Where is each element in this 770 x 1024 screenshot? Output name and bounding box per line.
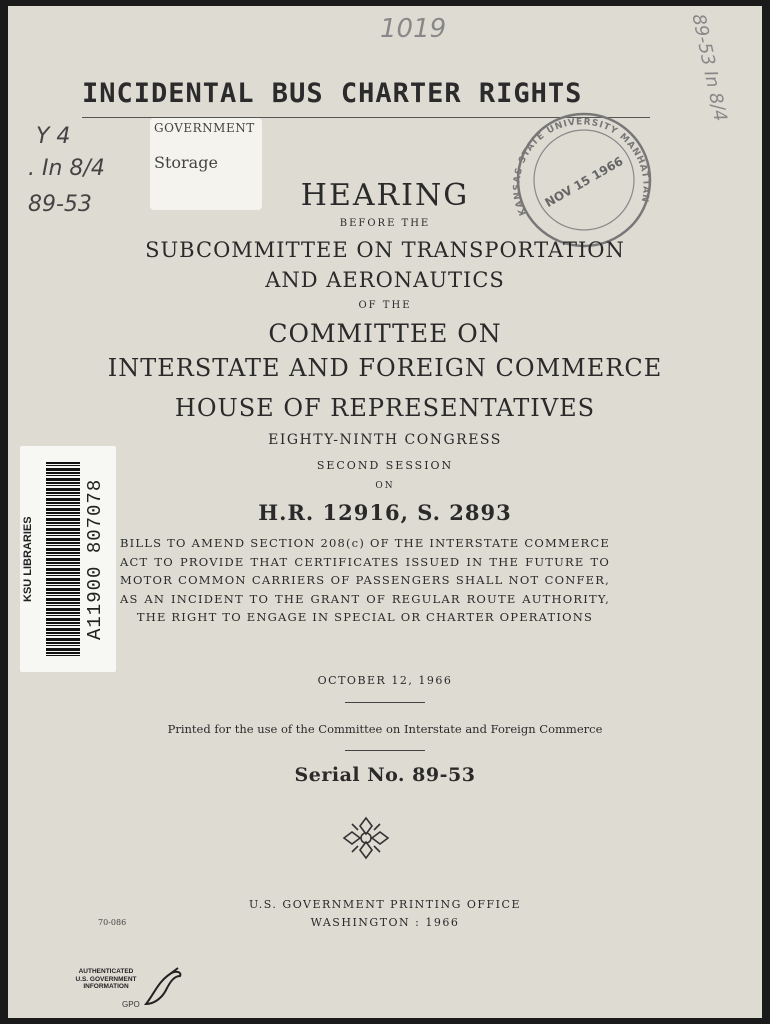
barcode-number: A11900 807078	[84, 478, 106, 640]
barcode-library-name: KSU LIBRARIES	[22, 516, 34, 602]
stamp-date: NOV 15 1966	[542, 154, 626, 210]
document-title: INCIDENTAL BUS CHARTER RIGHTS	[82, 78, 583, 109]
authenticated-line: AUTHENTICATED	[78, 968, 134, 975]
congress-text: EIGHTY-NINTH CONGRESS	[268, 432, 502, 448]
committee-line: INTERSTATE AND FOREIGN COMMERCE	[107, 354, 663, 382]
before-the-text: BEFORE THE	[339, 218, 431, 229]
authenticated-line: INFORMATION	[83, 983, 129, 990]
authenticated-gpo-logo	[60, 964, 190, 1012]
handwritten-page-number: 1019	[380, 14, 447, 44]
subcommittee-line: SUBCOMMITTEE ON TRANSPORTATION	[145, 238, 625, 262]
committee-line: COMMITTEE ON	[268, 319, 502, 348]
committee-line: HOUSE OF REPRESENTATIVES	[174, 394, 596, 422]
handwritten-corner-marks: 89-53 In 8/4	[687, 12, 731, 124]
stamp-ring-text: KANSAS STATE UNIVERSITY MANHATTAN	[512, 117, 651, 217]
serial-number: Serial No. 89-53	[294, 764, 476, 786]
handwritten-call-number-line: . In 8/4	[28, 156, 105, 181]
of-the-text: OF THE	[358, 300, 412, 311]
gpo-text: GPO	[122, 1000, 140, 1009]
authenticated-text	[60, 968, 152, 991]
storage-label-line2: Storage	[154, 153, 218, 172]
hearing-date: OCTOBER 12, 1966	[317, 674, 453, 687]
on-text: ON	[375, 481, 395, 491]
publisher-line: WASHINGTON : 1966	[310, 916, 460, 929]
printed-for-text: Printed for the use of the Committee on Interstate and Foreign Commerce	[167, 722, 603, 736]
print-code: 70-086	[98, 918, 127, 927]
storage-label-line1: GOVERNMENT	[154, 121, 255, 135]
bill-numbers: H.R. 12916, S. 2893	[258, 500, 512, 525]
handwritten-call-number-line: 89-53	[28, 192, 92, 217]
date-rule	[345, 702, 425, 703]
subcommittee-line: AND AERONAUTICS	[265, 268, 505, 292]
bill-description: BILLS TO AMEND SECTION 208(c) OF THE INTERSTATE COMMERCE ACT TO PROVIDE THAT CERTIFICATES ISSUED IN THE FUTURE TO MOTOR COMMON CARRIERS OF PASSENGERS SHALL NOT CONFER, AS AN INCIDENT TO THE GRANT OF REGULAR ROUTE AUTHORITY, THE RIGHT TO ENGAGE IN SPECIAL OR CHARTER OPERATIONS	[120, 536, 610, 624]
handwritten-call-number-line: Y 4	[36, 124, 71, 149]
library-barcode-label	[20, 446, 116, 672]
serial-rule	[345, 750, 425, 751]
session-text: SECOND SESSION	[316, 459, 454, 472]
document-page	[8, 6, 762, 1018]
publisher-line: U.S. GOVERNMENT PRINTING OFFICE	[249, 898, 521, 911]
eagle-icon	[140, 964, 184, 1010]
hearing-heading: HEARING	[300, 178, 470, 213]
authenticated-line: U.S. GOVERNMENT	[75, 975, 137, 983]
printer-ornament-icon	[338, 814, 394, 862]
barcode-bars	[46, 462, 80, 658]
